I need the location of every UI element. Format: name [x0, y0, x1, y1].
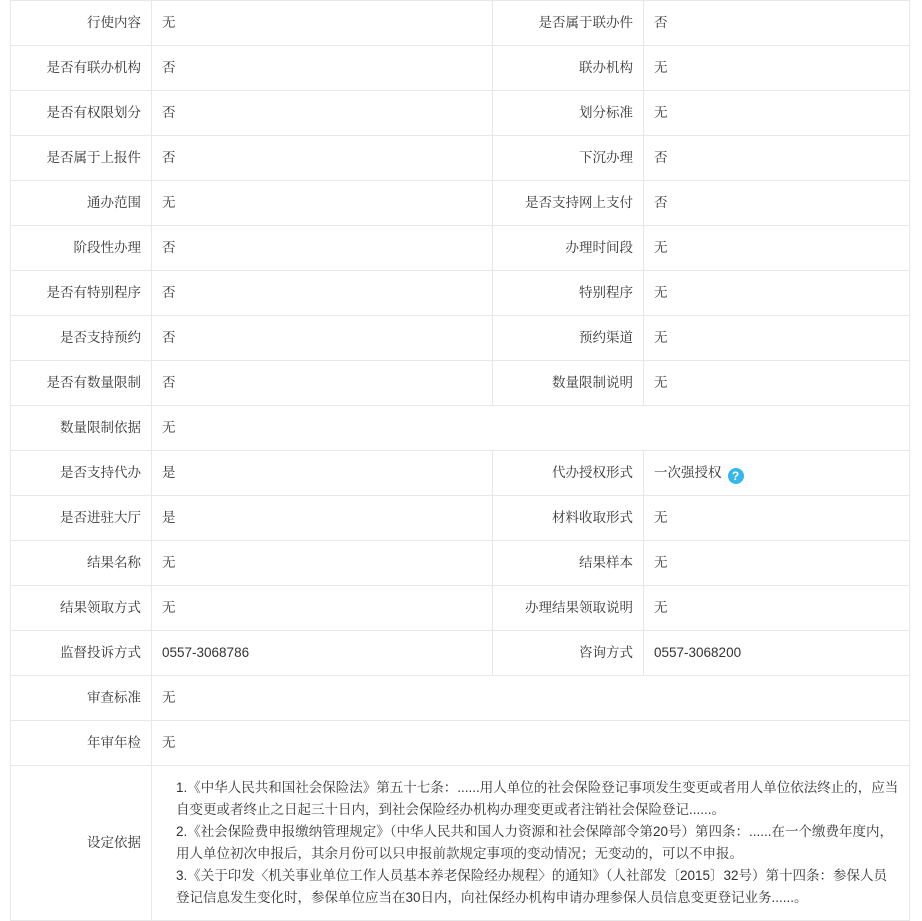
row-label: 审查标准: [11, 676, 152, 721]
row-label: 咨询方式: [493, 631, 644, 676]
basis-line: 1.《中华人民共和国社会保险法》第五十七条：......用人单位的社会保险登记事项发生变更或者用人单位依法终止的，应当自变更或者终止之日起三十日内，到社会保险经办机构办理变更或者注销社会保险登记......。: [176, 780, 899, 817]
table-row: [11, 406, 910, 451]
row-value: 无: [644, 316, 910, 361]
basis-label: 设定依据: [11, 766, 152, 921]
row-label: 通办范围: [11, 181, 152, 226]
table-row: [11, 361, 910, 406]
row-value: 无: [152, 676, 910, 721]
row-label: 是否有数量限制: [11, 361, 152, 406]
table-row: [11, 136, 910, 181]
row-label: 行使内容: [11, 1, 152, 46]
row-value: 否: [644, 181, 910, 226]
service-detail-table: [10, 0, 910, 921]
table-row: [11, 271, 910, 316]
table-row: [11, 496, 910, 541]
row-label: 是否支持预约: [11, 316, 152, 361]
row-label: 是否进驻大厅: [11, 496, 152, 541]
row-value: 否: [152, 46, 493, 91]
row-value: 否: [644, 136, 910, 181]
row-label: 结果名称: [11, 541, 152, 586]
table-row: [11, 181, 910, 226]
row-label: 材料收取形式: [493, 496, 644, 541]
row-label: 是否有联办机构: [11, 46, 152, 91]
row-value: 0557-3068200: [644, 631, 910, 676]
table-row: [11, 226, 910, 271]
row-value: 0557-3068786: [152, 631, 493, 676]
row-value: 无: [644, 226, 910, 271]
row-value: 否: [644, 1, 910, 46]
row-value: 无: [644, 271, 910, 316]
row-label: 是否有特别程序: [11, 271, 152, 316]
row-label: 办理时间段: [493, 226, 644, 271]
row-label: 年审年检: [11, 721, 152, 766]
row-label: 是否属于联办件: [493, 1, 644, 46]
table-row: [11, 316, 910, 361]
row-label: 是否属于上报件: [11, 136, 152, 181]
row-value: 无: [644, 496, 910, 541]
row-label: 代办授权形式: [493, 451, 644, 496]
row-value: 否: [152, 91, 493, 136]
row-value: 是: [152, 451, 493, 496]
row-label: 数量限制说明: [493, 361, 644, 406]
row-value: 无: [152, 586, 493, 631]
table-row: [11, 91, 910, 136]
table-row: [11, 541, 910, 586]
row-value: 否: [152, 136, 493, 181]
row-label: 办理结果领取说明: [493, 586, 644, 631]
row-label: 是否有权限划分: [11, 91, 152, 136]
row-label: 下沉办理: [493, 136, 644, 181]
row-value: 否: [152, 226, 493, 271]
row-label: 结果样本: [493, 541, 644, 586]
table-row: [11, 631, 910, 676]
row-label: 数量限制依据: [11, 406, 152, 451]
row-value: 无: [152, 541, 493, 586]
row-value: 无: [644, 361, 910, 406]
table-row: [11, 586, 910, 631]
row-label: 监督投诉方式: [11, 631, 152, 676]
table-row: [11, 721, 910, 766]
row-label: 是否支持代办: [11, 451, 152, 496]
agent-auth-value: 一次强授权: [654, 465, 722, 480]
row-value: 无: [644, 46, 910, 91]
basis-line: 3.《关于印发〈机关事业单位工作人员基本养老保险经办规程〉的通知》（人社部发〔2015〕32号）第十四条：参保人员登记信息发生变化时，参保单位应当在30日内，向社保经办机构申请办理参保人员信息变更登记业务......。: [176, 868, 888, 905]
row-value: 无: [644, 586, 910, 631]
row-label: 结果领取方式: [11, 586, 152, 631]
basis-line: 2.《社会保险费申报缴纳管理规定》（中华人民共和国人力资源和社会保障部令第20号）第四条：......在一个缴费年度内，用人单位初次申报后，其余月份可以只申报前款规定事项的变动情况；无变动的，可以不申报。: [176, 824, 894, 861]
table-row: [11, 676, 910, 721]
row-value: 否: [152, 316, 493, 361]
row-value: 是: [152, 496, 493, 541]
table-row: [11, 1, 910, 46]
row-value: 无: [152, 1, 493, 46]
row-value: 无: [152, 181, 493, 226]
row-value: 无: [152, 721, 910, 766]
row-label: 是否支持网上支付: [493, 181, 644, 226]
row-label: 特别程序: [493, 271, 644, 316]
table-row: [11, 451, 910, 496]
row-value: 否: [152, 271, 493, 316]
row-value: 否: [152, 361, 493, 406]
row-value: [644, 451, 910, 496]
row-value: 无: [644, 91, 910, 136]
row-label: 预约渠道: [493, 316, 644, 361]
table-row-basis: [11, 766, 910, 921]
row-label: 划分标准: [493, 91, 644, 136]
row-label: 联办机构: [493, 46, 644, 91]
table-row: [11, 46, 910, 91]
row-value: 无: [152, 406, 910, 451]
row-label: 阶段性办理: [11, 226, 152, 271]
help-icon[interactable]: ?: [728, 468, 744, 484]
row-value: 无: [644, 541, 910, 586]
basis-value: [152, 766, 910, 921]
